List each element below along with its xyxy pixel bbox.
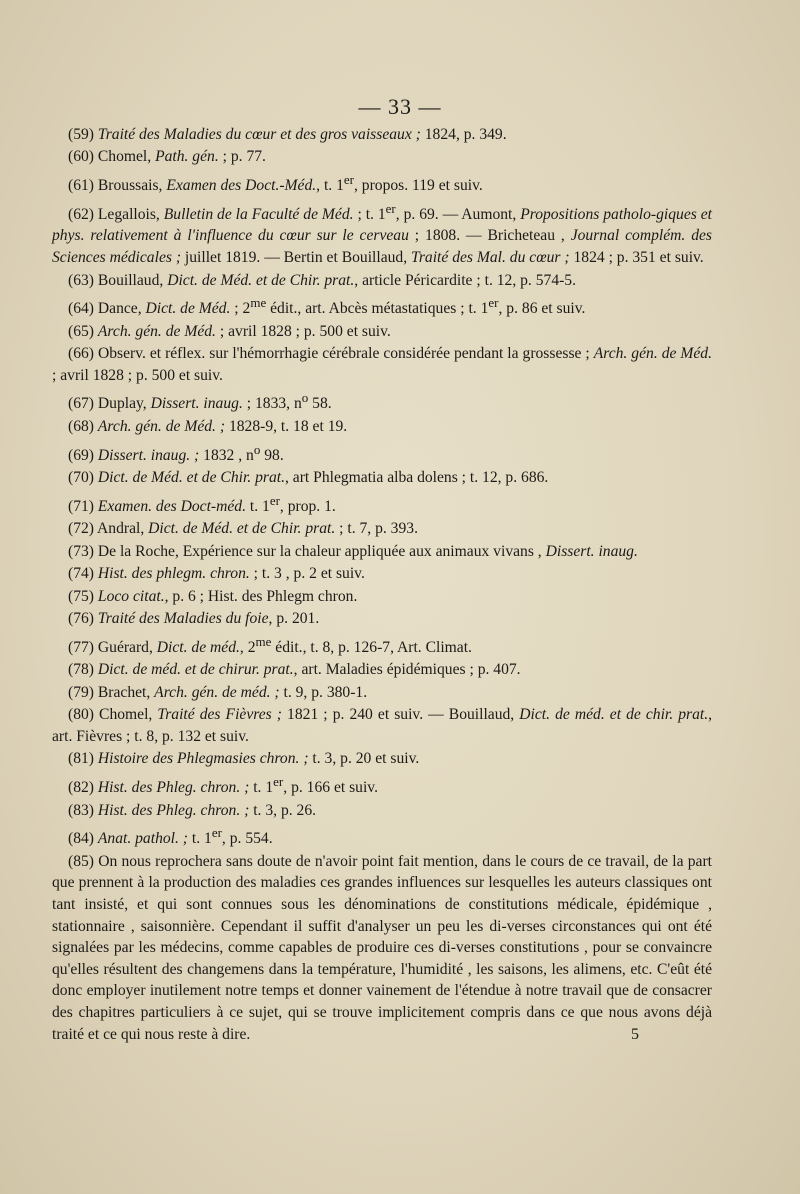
footnote-entry (52, 169, 712, 197)
footnote-entry (52, 321, 712, 343)
footnote-entry (52, 682, 712, 704)
footnote-text: Hist. des Phleg. chron. ; t. 1er, p. 166 et suiv. (97, 773, 378, 797)
footnote-entry (52, 343, 712, 386)
footnote-number: (82) (68, 779, 94, 797)
footnote-text: On nous reprochera sans doute de n'avoir point fait mention, dans le cours de ce travail, de la part que prennent à la production des maladies ces grandes influences sur lesquelles les auteurs classiques ont tant insisté, et qui sont connues sous les dénominations de constitutions médicale, épidémique , stationnaire , saisonnière. Cependant il suffit d'analyser un peu les di-verses circonstances qui ont été signalées par les médecins, comme capables de produire ces di-verses constitutions , pour se convaincre qu'elles résultent des changemens dans la température, l'humidité , les saisons, les alimens, etc. C'eût été donc employer inutilement notre temps et donner vainement de l'étendue à notre travail que de consacrer des chapitres particuliers à ce sujet, qui se trouve implicitement compris dans ce que nous avons déjà traité et ce qui nous reste à dire. (52, 852, 712, 1043)
footnote-entry (52, 270, 712, 292)
footnote-entry (52, 292, 712, 320)
footnote-number: (73) (68, 542, 94, 560)
footnote-text: Dict. de Méd. et de Chir. prat., art Phlegmatia alba dolens ; t. 12, p. 686. (97, 469, 549, 487)
footnote-number: (84) (68, 830, 94, 848)
footnote-entry (52, 822, 712, 850)
footnote-number: (76) (68, 610, 94, 628)
footnote-entry (52, 438, 712, 466)
footnote-entry (52, 146, 712, 168)
footnote-entry (52, 608, 712, 630)
footnote-text: Chomel, Path. gén. ; p. 77. (93, 148, 266, 166)
footnote-entry (52, 771, 712, 799)
page-number: — 33 — (358, 94, 442, 119)
footnote-number: (80) (68, 706, 94, 724)
footnote-text: Chomel, Traité des Fièvres ; 1821 ; p. 240 et suiv. — Bouillaud, Dict. de méd. et de chir. prat., art. Fièvres ; t. 8, p. 132 et suiv. (52, 706, 713, 745)
footnote-text: Duplay, Dissert. inaug. ; 1833, $n^o$ 58. (93, 390, 332, 413)
footnote-entry (52, 124, 712, 146)
footnote-number: (70) (68, 469, 94, 487)
footnote-number: (85) (68, 852, 94, 870)
signature-mark: 5 (631, 1026, 639, 1043)
footnote-text: Dance, Dict. de Méd. ; $2^{me}$ édit., art. Abcès métastatiques ; t. 1er, p. 86 et suiv. (93, 294, 586, 318)
footnote-entry (52, 586, 712, 608)
footnote-text: Traité des Maladies du foie, p. 201. (97, 610, 320, 628)
footnote-number: (69) (68, 446, 94, 464)
footnote-text: Arch. gén. de Méd. ; 1828-9, t. 18 et 19. (97, 417, 348, 435)
footnote-text: De la Roche, Expérience sur la chaleur appliquée aux animaux vivans , Dissert. inaug. (93, 542, 638, 560)
footnote-text: Observ. et réflex. sur l'hémorrhagie cérébrale considérée pendant la grossesse ; Arch. gén. de Méd. ; avril 1828 ; p. 500 et suiv. (52, 345, 712, 384)
footnote-text: Dict. de méd. et de chirur. prat., art. Maladies épidémiques ; p. 407. (97, 661, 521, 679)
footnote-text: Hist. des phlegm. chron. ; t. 3 , p. 2 et suiv. (97, 565, 365, 583)
footnote-entry (52, 518, 712, 540)
footnote-number: (77) (68, 638, 94, 656)
footnote-text: Hist. des Phleg. chron. ; t. 3, p. 26. (97, 801, 317, 819)
footnote-number: (68) (68, 417, 94, 435)
footnote-number: (65) (68, 322, 94, 340)
footnote-entry (52, 631, 712, 659)
footnote-text: Examen. des Doct-méd. t. 1er, prop. 1. (97, 492, 336, 515)
footnote-entry (52, 490, 712, 518)
footnote-entry (52, 563, 712, 585)
footnote-number: (63) (68, 271, 94, 289)
footnote-number: (83) (68, 801, 94, 819)
footnote-entry (52, 198, 712, 269)
footnote-number: (61) (68, 177, 94, 195)
footnote-list (52, 124, 712, 1046)
footnote-number: (62) (68, 205, 94, 223)
footnote-number: (71) (68, 497, 94, 515)
footnote-number: (78) (68, 661, 94, 679)
footnote-text: Legallois, Bulletin de la Faculté de Méd. ; t. 1er, p. 69. — Aumont, Propositions patholo-giques et phys. relativement à l'influence du cœur sur le cerveau ; 1808. — Bricheteau , Journal complém. des Sciences médicales ; juillet 1819. — Bertin et Bouillaud, Traité des Mal. du cœur ; 1824 ; p. 351 et suiv. (52, 200, 712, 267)
footnote-text: Broussais, Examen des Doct.-Méd., t. 1er, propos. 119 et suiv. (93, 171, 483, 195)
footnote-number: (79) (68, 683, 94, 701)
footnote-entry (52, 416, 712, 438)
footnote-entry (52, 467, 712, 489)
footnote-text: Arch. gén. de Méd. ; avril 1828 ; p. 500 et suiv. (97, 322, 391, 340)
footnote-number: (59) (68, 126, 94, 143)
footnote-text: Histoire des Phlegmasies chron. ; t. 3, p. 20 et suiv. (97, 750, 420, 768)
footnote-number: (64) (68, 300, 94, 318)
footnote-entry (52, 800, 712, 822)
footnote-text: Andral, Dict. de Méd. et de Chir. prat. ; t. 7, p. 393. (93, 520, 418, 538)
footnote-entry (52, 851, 712, 1045)
footnote-number: (67) (68, 395, 94, 413)
footnote-text: Loco citat., p. 6 ; Hist. des Phlegm chron. (97, 587, 358, 605)
footnote-entry (52, 659, 712, 681)
footnote-text: Bouillaud, Dict. de Méd. et de Chir. prat., article Péricardite ; t. 12, p. 574-5. (93, 271, 577, 289)
footnote-number: (66) (68, 345, 94, 363)
footnote-number: (60) (68, 148, 94, 166)
footnote-text: Guérard, Dict. de méd., $2^{me}$ édit., t. 8, p. 126-7, Art. Climat. (93, 633, 472, 656)
footnote-number: (74) (68, 565, 94, 583)
footnote-text: Anat. pathol. ; t. 1er, p. 554. (97, 824, 273, 848)
footnote-number: (72) (68, 520, 94, 538)
footnote-number: (81) (68, 750, 94, 768)
footnote-text: Dissert. inaug. ; 1832 , $n^o$ 98. (97, 441, 284, 464)
footnote-text: Traité des Maladies du cœur et des gros vaisseaux ; 1824, p. 349. (97, 126, 507, 143)
footnote-entry (52, 541, 712, 563)
footnote-entry (52, 748, 712, 770)
footnote-entry (52, 387, 712, 415)
footnote-entry (52, 704, 712, 747)
footnote-number: (75) (68, 587, 94, 605)
footnote-text: Brachet, Arch. gén. de méd. ; t. 9, p. 380-1. (93, 683, 368, 701)
